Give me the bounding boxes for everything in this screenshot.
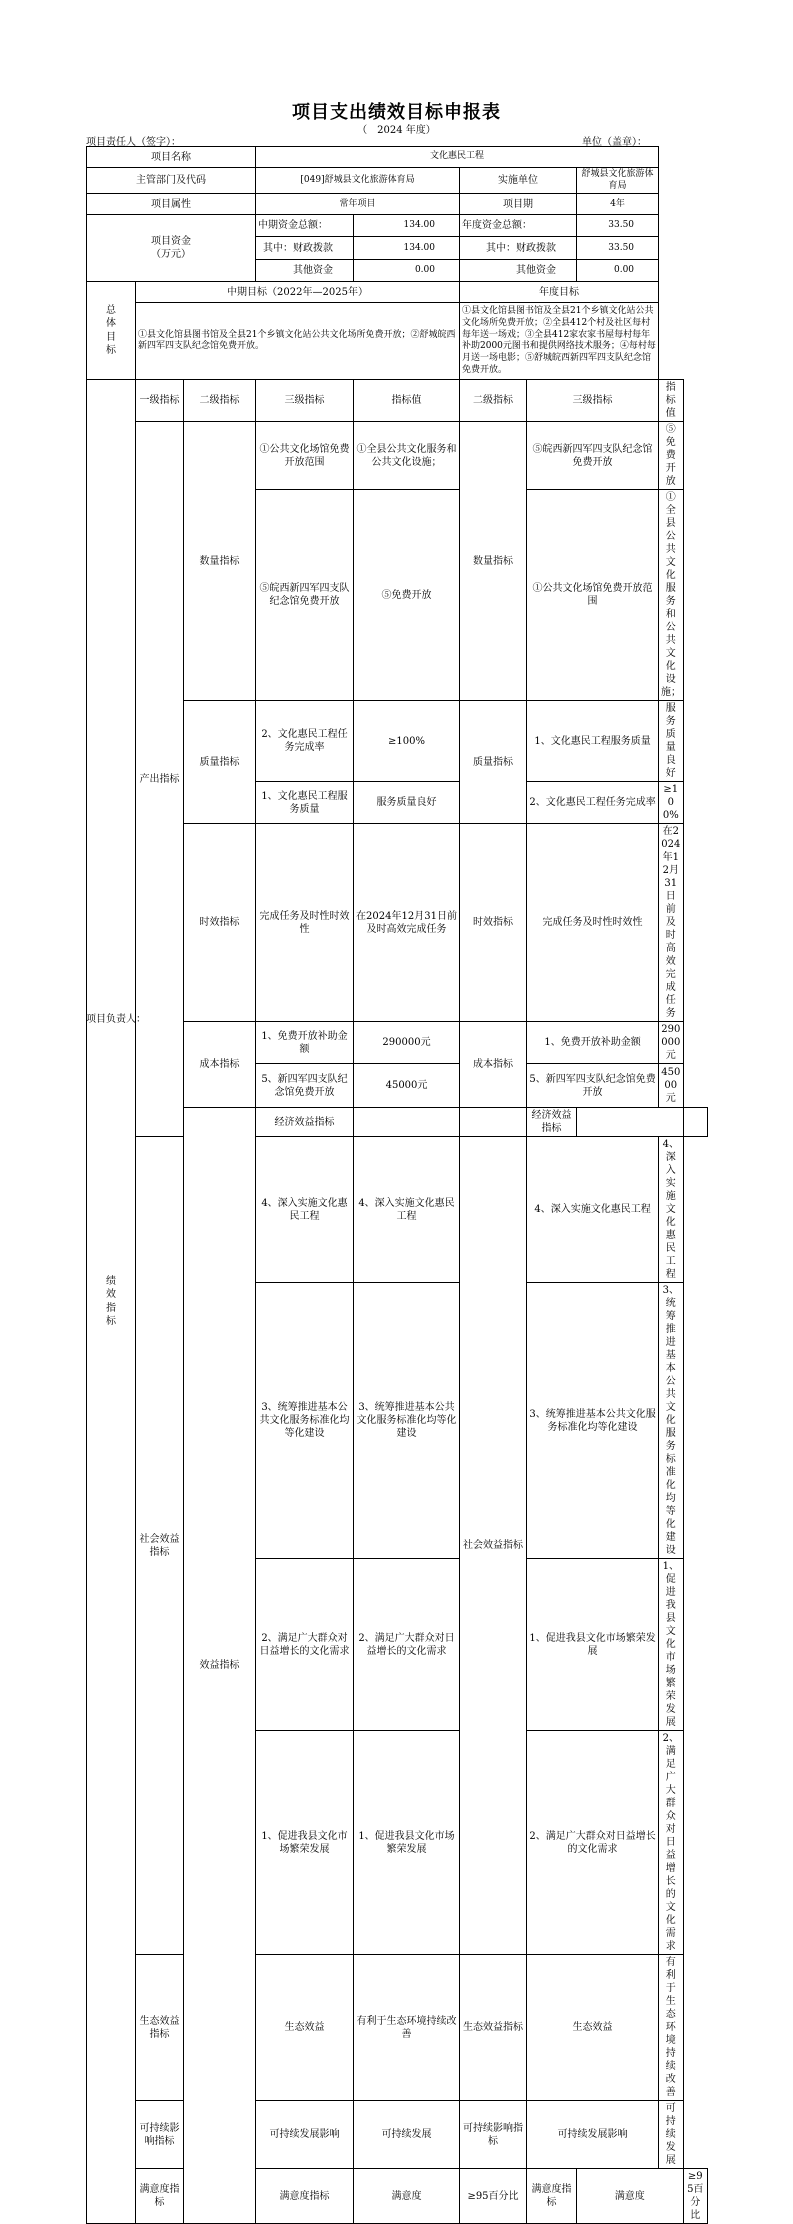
- ecological-year: 生态效益指标: [460, 1955, 527, 2101]
- responsible-label: 项目责任人（签字）：: [86, 137, 181, 148]
- mid-total-value: 134.00: [354, 215, 460, 237]
- mid-goal-text: ①县文化馆县图书馆及全县21个乡镇文化站公共文化场所免费开放；②舒城皖西新四军四支队纪念馆免费开放。: [136, 303, 460, 380]
- social-mid: 社会效益指标: [136, 1137, 184, 1955]
- table-cell: ①全县公共文化服务和公共文化设施；: [659, 490, 683, 701]
- timeliness-year: 时效指标: [460, 824, 527, 1022]
- benefit-indicator-label: 效益指标: [184, 1108, 256, 2224]
- table-cell: 4、深入实施文化惠民工程: [659, 1137, 683, 1283]
- table-cell: ≥95百分比: [683, 2169, 707, 2224]
- year-finance-value: 33.50: [577, 237, 659, 260]
- table-cell: 2、文化惠民工程任务完成率: [256, 701, 354, 782]
- project-name-label: 项目名称: [87, 147, 256, 168]
- table-cell: 完成任务及时性时效性: [256, 824, 354, 1022]
- table-cell: 4、深入实施文化惠民工程: [527, 1137, 659, 1283]
- perf-indicator-label: 绩效指标: [87, 380, 136, 2224]
- mid-finance-label: 其中：财政拨款: [256, 237, 354, 260]
- sustainable-mid: 可持续影响指标: [136, 2101, 184, 2169]
- table-cell: 可持续发展影响: [256, 2101, 354, 2169]
- table-cell: 5、新四军四支队纪念馆免费开放: [256, 1064, 354, 1108]
- exec-unit-label: 实施单位: [460, 168, 577, 194]
- year-goal-header: 年度目标: [460, 282, 659, 303]
- table-cell: 1、促进我县文化市场繁荣发展: [354, 1731, 460, 1955]
- mid-finance-value: 134.00: [354, 237, 460, 260]
- quantity-year: 数量指标: [460, 422, 527, 701]
- quality-mid: 质量指标: [184, 701, 256, 824]
- table-cell: 有利于生态环境持续改善: [354, 1955, 460, 2101]
- table-cell: [354, 1108, 460, 1137]
- header-value-mid: 指标值: [354, 380, 460, 422]
- table-cell: 1、免费开放补助金额: [527, 1022, 659, 1064]
- mid-other-value: 0.00: [354, 260, 460, 282]
- table-cell: 3、统筹推进基本公共文化服务标准化均等化建设: [527, 1283, 659, 1559]
- year-total-label: 年度资金总额：: [460, 215, 577, 237]
- table-cell: 1、促进我县文化市场繁荣发展: [256, 1731, 354, 1955]
- table-cell: 2、满足广大群众对日益增长的文化需求: [527, 1731, 659, 1955]
- mid-other-label: 其他资金: [256, 260, 354, 282]
- table-cell: 4、深入实施文化惠民工程: [256, 1137, 354, 1283]
- attr-label: 项目属性: [87, 194, 256, 215]
- table-cell: 45000元: [659, 1064, 683, 1108]
- table-cell: ①全县公共文化服务和公共文化设施；: [354, 422, 460, 490]
- unit-label: 单位（盖章）：: [582, 137, 647, 148]
- table-cell: 3、统筹推进基本公共文化服务标准化均等化建设: [256, 1283, 354, 1559]
- header-value-year: 指标值: [659, 380, 683, 422]
- table-cell: ⑤皖西新四军四支队纪念馆免费开放: [256, 490, 354, 701]
- year-other-value: 0.00: [577, 260, 659, 282]
- table-cell: 2、满足广大群众对日益增长的文化需求: [659, 1731, 683, 1955]
- table-cell: 可持续发展影响: [527, 2101, 659, 2169]
- year-total-value: 33.50: [577, 215, 659, 237]
- satisfaction-mid: 满意度指标: [256, 2169, 354, 2224]
- satisfaction-indicator-label: 满意度指标: [136, 2169, 184, 2224]
- table-cell: 1、文化惠民工程服务质量: [527, 701, 659, 782]
- mid-total-label: 中期资金总额：: [256, 215, 354, 237]
- table-cell: 4、深入实施文化惠民工程: [354, 1137, 460, 1283]
- table-cell: 2、文化惠民工程任务完成率: [527, 782, 659, 824]
- table-cell: 完成任务及时性时效性: [527, 824, 659, 1022]
- economic-mid: 经济效益指标: [256, 1108, 354, 1137]
- project-leader-label: 项目负责人：: [86, 1014, 146, 1025]
- table-cell: 2、满足广大群众对日益增长的文化需求: [354, 1559, 460, 1731]
- year-other-label: 其他资金: [460, 260, 577, 282]
- table-cell: 生态效益: [527, 1955, 659, 2101]
- table-cell: [460, 1108, 527, 1137]
- table-cell: 1、促进我县文化市场繁荣发展: [659, 1559, 683, 1731]
- sustainable-year: 可持续影响指标: [460, 2101, 527, 2169]
- table-cell: [577, 1108, 684, 1137]
- header-level2-year: 二级指标: [460, 380, 527, 422]
- period-value: 4年: [577, 194, 659, 215]
- table-cell: 可持续发展: [354, 2101, 460, 2169]
- table-cell: 290000元: [354, 1022, 460, 1064]
- header-level3-mid: 三级指标: [256, 380, 354, 422]
- table-cell: 1、免费开放补助金额: [256, 1022, 354, 1064]
- fund-label: 项目资金 （万元）: [87, 215, 256, 282]
- table-cell: 可持续发展: [659, 2101, 683, 2169]
- table-cell: [683, 1108, 707, 1137]
- table-cell: ①公共文化场馆免费开放范围: [256, 422, 354, 490]
- satisfaction-year: 满意度指标: [527, 2169, 577, 2224]
- table-cell: ⑤皖西新四军四支队纪念馆免费开放: [527, 422, 659, 490]
- performance-table: [86, 146, 708, 2224]
- page-title: 项目支出绩效目标申报表: [292, 102, 501, 123]
- mid-goal-header: 中期目标（2022年—2025年）: [136, 282, 460, 303]
- table-cell: 服务质量良好: [354, 782, 460, 824]
- timeliness-mid: 时效指标: [184, 824, 256, 1022]
- table-cell: 1、促进我县文化市场繁荣发展: [527, 1559, 659, 1731]
- economic-year: 经济效益指标: [527, 1108, 577, 1137]
- table-cell: ≥95百分比: [460, 2169, 527, 2224]
- table-cell: 3、统筹推进基本公共文化服务标准化均等化建设: [354, 1283, 460, 1559]
- cost-mid: 成本指标: [184, 1022, 256, 1108]
- quantity-mid: 数量指标: [184, 422, 256, 701]
- header-level1: 一级指标: [136, 380, 184, 422]
- output-indicator-label: 产出指标: [136, 422, 184, 1137]
- quality-year: 质量指标: [460, 701, 527, 824]
- table-cell: 满意度: [354, 2169, 460, 2224]
- table-cell: 服务质量良好: [659, 701, 683, 782]
- table-cell: ①公共文化场馆免费开放范围: [527, 490, 659, 701]
- dept-value: [049]舒城县文化旅游体育局: [256, 168, 460, 194]
- table-cell: ⑤免费开放: [354, 490, 460, 701]
- year-goal-text: ①县文化馆县图书馆及全县21个乡镇文化站公共文化场所免费开放；②全县412个村及社区每村每年送一场戏；③全县412家农家书屋每村每年补助2000元图书和提供网络技术服务；④每村每月送一场电影；⑤舒城皖西新四军四支队纪念馆免费开放。: [460, 303, 659, 380]
- year-finance-label: 其中：财政拨款: [460, 237, 577, 260]
- table-cell: 2、满足广大群众对日益增长的文化需求: [256, 1559, 354, 1731]
- table-cell: 在2024年12月31日前及时高效完成任务: [354, 824, 460, 1022]
- period-label: 项目期: [460, 194, 577, 215]
- table-cell: 在2024年12月31日前及时高效完成任务: [659, 824, 683, 1022]
- table-cell: 满意度: [577, 2169, 684, 2224]
- project-name-value: 文化惠民工程: [256, 147, 659, 168]
- exec-unit-value: 舒城县文化旅游体育局: [577, 168, 659, 194]
- overall-goal-label: 总体目标: [87, 282, 136, 380]
- table-cell: 290000元: [659, 1022, 683, 1064]
- dept-label: 主管部门及代码: [87, 168, 256, 194]
- ecological-mid: 生态效益指标: [136, 1955, 184, 2101]
- attr-value: 常年项目: [256, 194, 460, 215]
- table-cell: ≥100%: [354, 701, 460, 782]
- table-cell: 3、统筹推进基本公共文化服务标准化均等化建设: [659, 1283, 683, 1559]
- table-cell: 1、文化惠民工程服务质量: [256, 782, 354, 824]
- table-cell: ≥100%: [659, 782, 683, 824]
- social-year: 社会效益指标: [460, 1137, 527, 1955]
- table-cell: 5、新四军四支队纪念馆免费开放: [527, 1064, 659, 1108]
- year-line: （ 2024 年度）: [357, 125, 436, 136]
- header-level2-mid: 二级指标: [184, 380, 256, 422]
- cost-year: 成本指标: [460, 1022, 527, 1108]
- table-cell: 45000元: [354, 1064, 460, 1108]
- header-level3-year: 三级指标: [527, 380, 659, 422]
- table-cell: ⑤免费开放: [659, 422, 683, 490]
- table-cell: 有利于生态环境持续改善: [659, 1955, 683, 2101]
- table-cell: 生态效益: [256, 1955, 354, 2101]
